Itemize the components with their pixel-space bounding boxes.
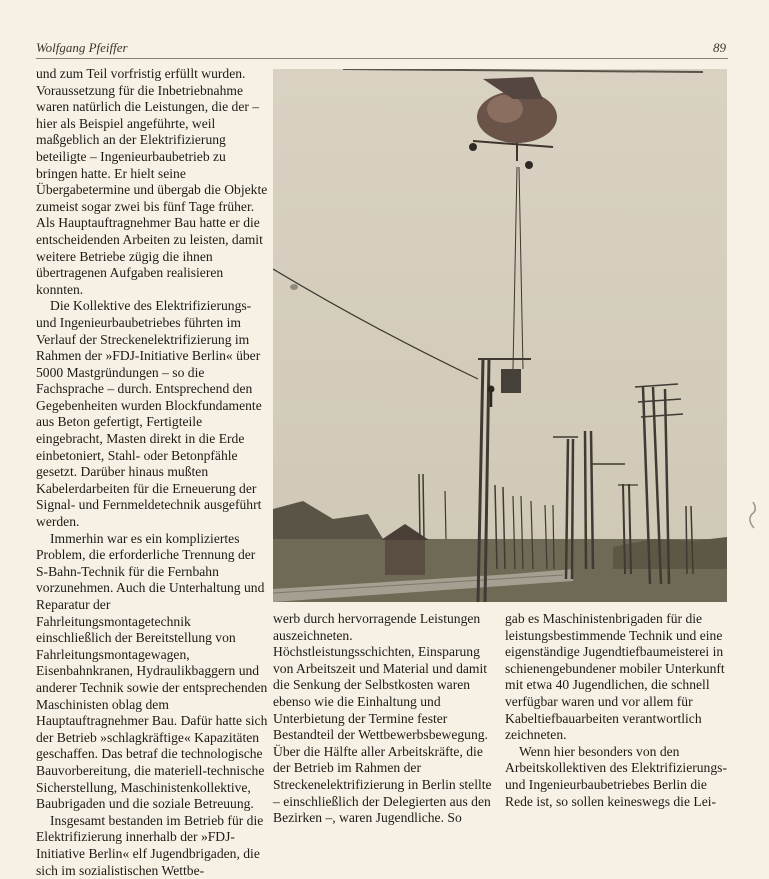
signal-box xyxy=(385,539,425,575)
text-column-3 xyxy=(505,611,729,810)
text-column-1 xyxy=(36,66,268,879)
page-number: 89 xyxy=(713,40,726,55)
street-lamp xyxy=(290,284,298,290)
paragraph: Die Kollektive des Elektrifizierungs- und Ingenieurbaubetriebes führten im Verlauf der Streckenelektrifizierung im Rahmen der »FDJ-Initiative Berlin« über 5000 Mastgründungen – so die Fachsprache – durch. Entsprechend den Gegebenheiten wurden Blockfundamente aus Beton gefertigt, Fertigteile eingebracht, Masten direkt in die Erde einbetoniert, Stahl- oder Betonpfähle gesetzt. Darüber hinaus mußten Kabelerdarbeiten für die Erneuerung der Signal- und Fernmeldetechnik ausgeführt werden. xyxy=(36,298,262,530)
text-column-2 xyxy=(273,611,493,827)
suspended-load xyxy=(501,369,521,393)
worker xyxy=(488,386,495,393)
helicopter-mast-photo xyxy=(273,69,727,602)
author-name: Wolfgang Pfeiffer xyxy=(36,40,128,55)
paragraph: gab es Maschinistenbrigaden für die leistungsbestimmende Technik und eine eigenständige Jugendtiefbaumeisterei in schienengebundener mobiler Unterkunft mit etwa 40 Jugendlichen, die schnell verfügbar waren und vor allem für Kabeltiefbauarbeiten verantwortlich zeichneten. xyxy=(505,611,725,743)
photo-illustration xyxy=(273,69,727,602)
margin-smudge xyxy=(744,500,762,530)
paragraph: werb durch hervorragende Leistungen auszeichneten. Höchstleistungsschichten, Einsparung von Arbeitszeit und Material und damit die Senkung der Selbstkosten waren ebenso wie die Einhaltung und Unterbietung der Termine fester Bestandteil der Wettbewerbsbewegung. Über die Hälfte aller Arbeitskräfte, die der Betrieb im Rahmen der Streckenelektrifizierung in Berlin stellte – einschließlich der Delegierten aus den Bezirken –, waren Jugendliche. So xyxy=(273,611,492,826)
paragraph: und zum Teil vorfristig erfüllt wurden. Voraussetzung für die Inbetriebnahme waren natürlich die Leistungen, die der – hier als Beispiel angeführte, weil maßgeblich an der Elektrifizierung beteiligte – Ingenieurbaubetrieb zu bringen hatte. Er hielt seine Übergabetermine und übergab die Objekte zumeist sogar zwei bis fünf Tage früher. Als Hauptauftragnehmer Bau hatte er die entscheidenden Arbeiten zu leisten, damit weitere Betriebe zügig die ihnen übertragenen Aufgaben realisieren konnten. xyxy=(36,66,268,297)
running-header xyxy=(36,38,728,59)
paragraph: Immerhin war es ein kompliziertes Problem, die erforderliche Trennung der S-Bahn-Technik für die Fernbahn vorzunehmen. Auch die Unterhaltung und Reparatur der Fahrleitungsmontagetechnik einschließlich der Bereitstellung von Fahrleitungsmontagewagen, Eisenbahnkranen, Hydraulikbaggern und anderer Technik sowie der entsprechenden Maschinisten oblag dem Hauptauftragnehmer Bau. Dafür hatte sich der Betrieb »schlagkräftige« Kapazitäten geschaffen. Das betraf die technologische Bauvorbereitung, die materiell-technische Sicherstellung, Maschinistenkollektive, Baubrigaden und die soziale Betreuung. xyxy=(36,530,268,812)
paragraph: Insgesamt bestanden im Betrieb für die Elektrifizierung innerhalb der »FDJ-Initiative Berlin« elf Jugendbrigaden, die sich im sozialistischen Wettbe- xyxy=(36,812,264,878)
paragraph: Wenn hier besonders von den Arbeitskollektiven des Elektrifizierungs- und Ingenieurbaubetriebes Berlin die Rede ist, so sollen keineswegs die Lei- xyxy=(505,743,727,809)
